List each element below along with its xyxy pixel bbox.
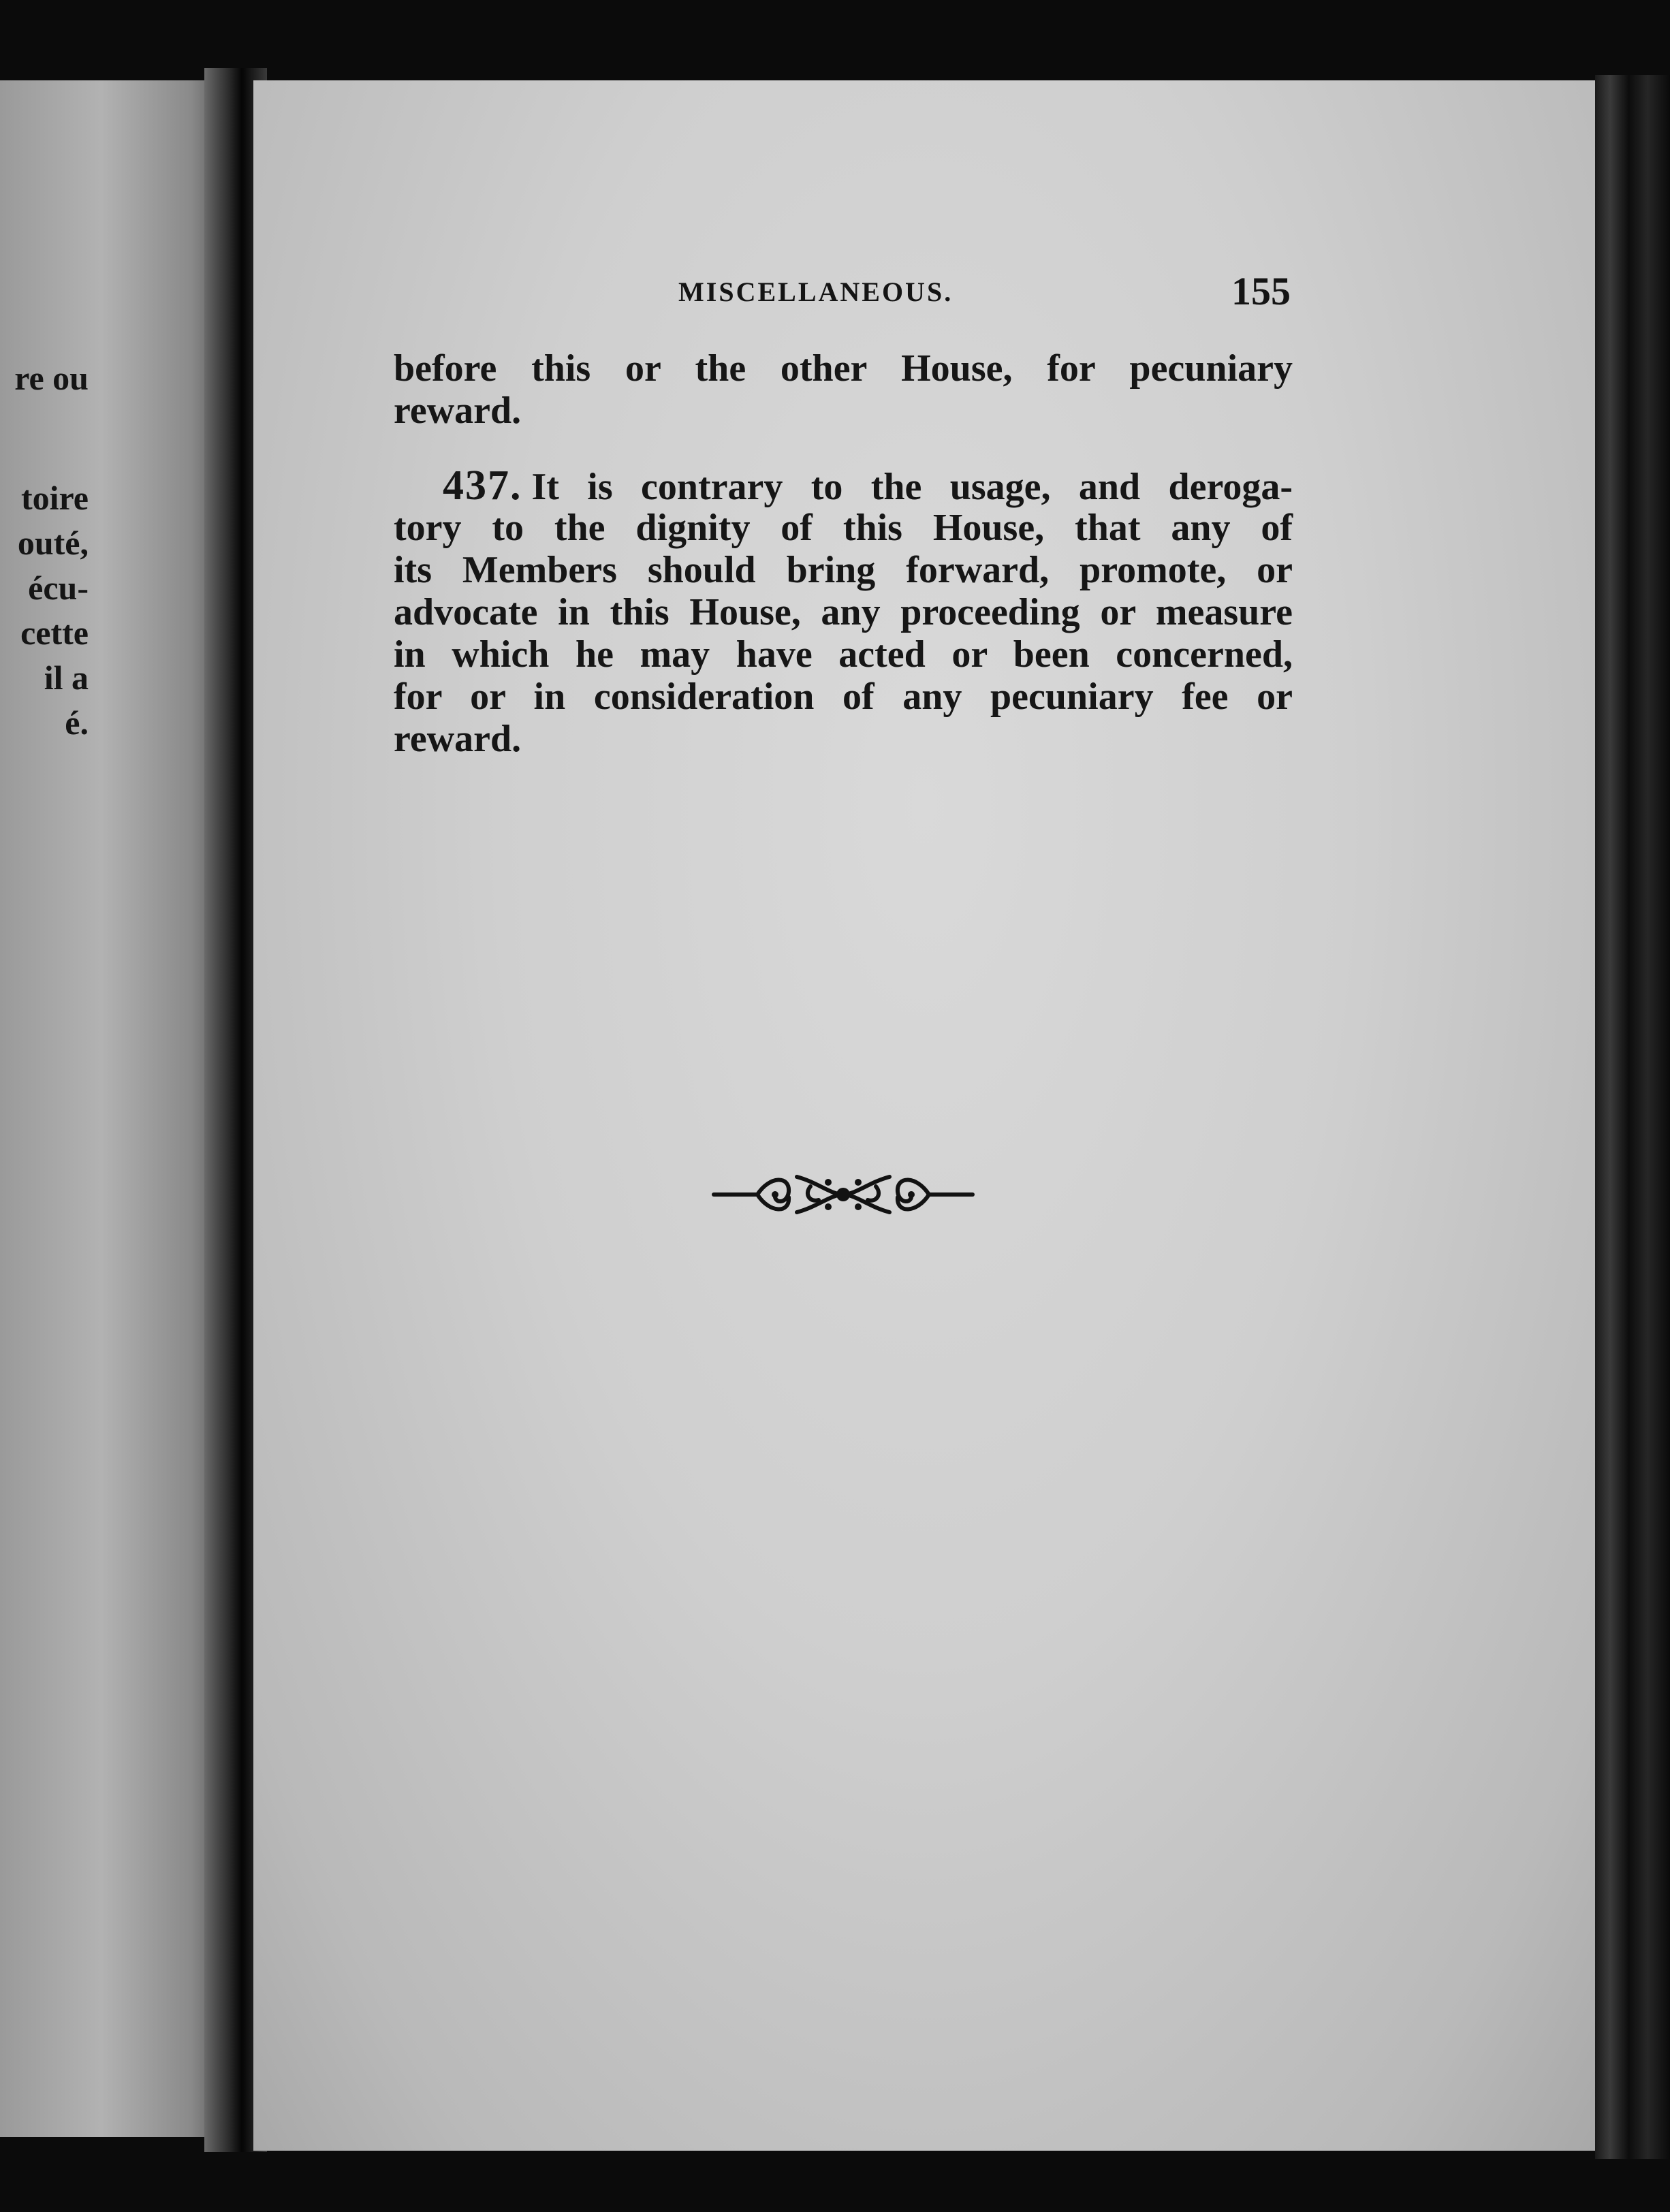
page-edge [1595,75,1670,2159]
text-line: reward. [394,390,522,432]
page-body [394,347,1293,760]
facing-page-fragment: cette [20,614,89,652]
text-line: for or in consideration of any pecuniary fee or [394,676,1293,718]
facing-page [0,80,225,2137]
facing-page-fragment: il a [44,659,89,697]
text-line: tory to the dignity of this House, that any of [394,507,1293,549]
facing-page-fragment: toire [20,479,89,517]
facing-page-fragment: outé, [17,524,89,562]
text-line [394,464,1293,507]
paragraph-first-line: It is contrary to the usage, and deroga- [531,466,1293,508]
facing-page-fragment: écu- [28,569,89,607]
paragraph-gap [394,432,1293,464]
text-line: in which he may have acted or been concerned, [394,633,1293,676]
fleuron-ornament-icon [708,1162,978,1227]
paragraph-number: 437. [443,462,522,509]
paragraph-437 [394,464,1293,760]
text-line: its Members should bring forward, promote, or [394,549,1293,591]
text-line: reward. [394,718,522,760]
text-line: before this or the other House, for pecuniary [394,347,1293,390]
page-number: 155 [1231,269,1291,313]
running-head: MISCELLANEOUS. [678,276,954,307]
facing-page-fragment: é. [65,704,89,742]
text-line: advocate in this House, any proceeding or measure [394,591,1293,633]
facing-page-fragment: re ou [14,359,89,397]
